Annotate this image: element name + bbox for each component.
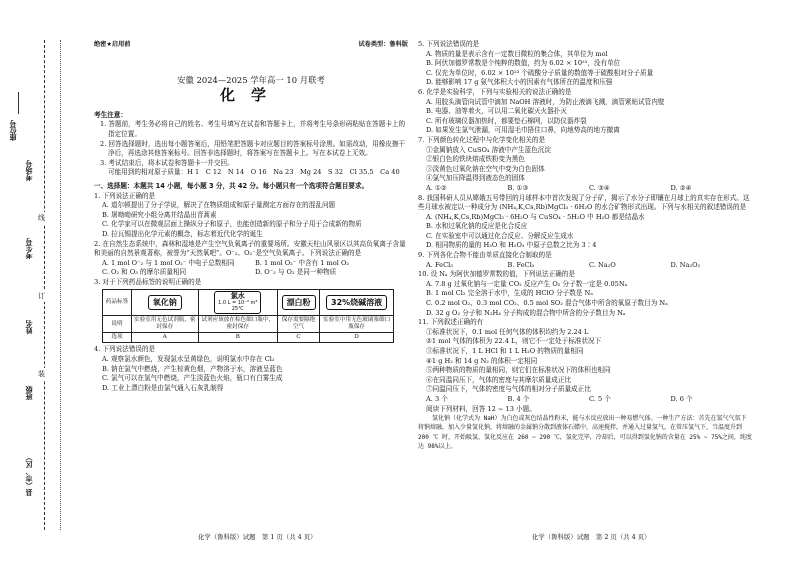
row-header: 选项 — [103, 333, 132, 343]
option-a: A. 用胶头滴管向试管中滴加 NaOH 溶液时，为防止液滴飞溅，滴管紧贴试管内壁 — [426, 97, 665, 106]
notice-item: 1. 答题前，考生务必将自己的姓名、考生号填写在试卷和答题卡上，并将考生号条形码粘贴在答题卡上的指定位置。 — [100, 120, 406, 138]
question-2 — [94, 240, 408, 278]
binding-field-room: 考场号 — [25, 160, 33, 181]
question-4 — [94, 345, 408, 393]
option-b: B. ①③ — [507, 183, 529, 192]
left-column — [94, 40, 408, 393]
option-c: C. ③④ — [589, 183, 610, 192]
binding-field-name: 姓名 — [25, 320, 33, 334]
options-row — [418, 184, 752, 194]
binding-mark-order: 订 — [38, 292, 45, 300]
question-7 — [418, 136, 752, 194]
options-row — [94, 268, 408, 278]
option-b: B. 1 mol O₂⁻ 中含有 1 mol O₂ — [255, 258, 350, 267]
option-d: D. 32 g O₂ 分子和 N₂H₄ 分子构成的混合物中所含的分子数目为 Nₐ — [426, 308, 626, 317]
table-cell — [277, 290, 319, 316]
option-a: A. (NH₄,K,Cs,Rb)MgCl₃ · 6H₂O 与 CuSO₄ · 5H₂O 中 H₂O 都是结晶水 — [426, 212, 645, 221]
question-stem: 11. 下列叙述正确的有 — [418, 318, 484, 327]
question-stem: 6. 化学是实验科学，下列与实验相关的说法正确的是 — [418, 87, 572, 96]
option-a: A. 道尔顿提出了分子学说，解决了在物质组成和原子量测定方面存在的混乱问题 — [102, 201, 336, 210]
drug-label-chlorine-water — [214, 291, 261, 314]
option-a: A. ①② — [426, 183, 447, 192]
option-b: B. 阿伏加德罗常数是个纯粹的数值，约为 6.02 × 10²³，没有单位 — [426, 59, 621, 68]
reading-passage — [418, 405, 752, 451]
list-item: ⑥在同温同压下，气体的密度与其摩尔质量成正比 — [426, 375, 572, 384]
option-b: B. 钠在氯气中燃烧，产生棕黄色烟，产物溶于水，溶液呈蓝色 — [102, 364, 283, 373]
notice-heading: 考生注意： — [94, 110, 127, 119]
table-cell: 实验室中用无色玻璃塞细口瓶保存 — [320, 316, 394, 333]
option-a: A. FeCl₃ — [426, 260, 453, 269]
option-a: A. 7.8 g 过氧化钠与一定量 CO₂ 反应产生 O₂ 分子数一定是 0.05Nₐ — [426, 279, 628, 288]
option-c: C. 0.2 mol O₂、0.3 mol CO₂、0.5 mol SO₂ 混合气体中所含的氧原子数目为 Nₐ — [426, 299, 668, 308]
option-a: A. 观察氯水颜色，发现氯水呈黄绿色，说明氯水中存在 Cl₂ — [102, 355, 275, 364]
option-c: C. 氯气可以在氢气中燃烧，产生淡蓝色火焰，瓶口有白雾生成 — [102, 374, 283, 383]
question-3 — [94, 278, 408, 344]
question-stem: 5. 下列说法错误的是 — [418, 40, 480, 48]
question-stem: 4. 下列说法错误的是 — [94, 345, 156, 354]
table-cell: 试剂应该放在棕色细口瓶中，密封保存 — [198, 316, 277, 333]
secret-label: 绝密★启用前 — [94, 41, 131, 48]
option-c: C. 5 个 — [589, 394, 611, 403]
option-c: C. 在实验室中可以通过化合反应、分解反应生成水 — [426, 231, 574, 240]
label-name: 氯水 — [230, 292, 245, 301]
table-cell: 保存需要隔绝空气 — [277, 316, 319, 333]
option-d: D. 工业上漂白粉是由氯气通入石灰乳制得 — [102, 383, 224, 392]
option-a: A. 1 mol O⁻₂ 与 1 mol O₂⁻ 中电子总数相同 — [102, 258, 235, 267]
subject-title: 化学 — [219, 86, 282, 105]
footer-right: 化学（鲁科版）试题 第 2 页（共 4 页） — [532, 533, 651, 541]
list-item: ③淡黄色过氧化钠在空气中变为白色固体 — [426, 164, 545, 173]
question-1 — [94, 192, 408, 240]
option-c: C. Na₂O — [589, 260, 616, 269]
question-stem: 2. 在自然生态系统中，森林和湿地是产生空气负氧离子的重要场所。安徽天柱山风景区以其高负氧离子含量和美丽的自然景观著称，被誉为“天然氧吧”。O⁻₂、O₂⁻是空气负氧离子。下列说法正确的是 — [94, 239, 406, 258]
binding-dotted-line — [60, 40, 61, 530]
binding-field-county: 县（市、区） — [25, 454, 33, 496]
binding-mark-line: 线 — [38, 214, 45, 222]
binding-field-seat: 座位号 — [9, 120, 17, 141]
option-b: B. FeCl₂ — [507, 260, 535, 269]
option-d: D. 6 个 — [670, 394, 693, 403]
table-cell — [320, 290, 394, 316]
option-a: A. 物质的量是表示含有一定数目微粒的集合体，其单位为 mol — [426, 49, 608, 58]
options-row — [418, 395, 752, 405]
option-b: B. 电器、油等着火，可以用二氧化碳灭火器扑灭 — [426, 107, 567, 116]
table-cell: B — [198, 333, 277, 343]
binding-field-line — [18, 92, 31, 114]
table-cell: D — [320, 333, 394, 343]
row-header: 药品标签 — [103, 290, 132, 316]
row-header: 说明 — [103, 316, 132, 333]
drug-label-table — [102, 289, 394, 343]
option-b: B. 水和过氧化钠的反应是化合反应 — [426, 222, 528, 231]
option-c: C. 仅充为单位时，6.02 × 10²³ 个硫酸分子质量的数值等于硫酸相对分子质量 — [426, 68, 654, 77]
question-5 — [418, 40, 752, 88]
list-item: ⑤两种物质的物质的量相同，则它们在标准状况下的体积也相同 — [426, 366, 611, 375]
question-8 — [418, 194, 752, 252]
option-d: D. ②④ — [670, 183, 692, 192]
drug-label-sodium-oxide: 氧化钠 — [148, 295, 182, 310]
question-stem: 8. 我国科研人员从嫦娥五号带回的月球样本中首次发现了分子矿，揭示了水分子即镶在月球上的真实存在形式。这些月球水被定以一种成分为 (NH₄,K,Cs,Rb)MgCl₃ · 6H₂O 的水合矿物形式出现。下列与水相关的叙述错误的是 — [418, 193, 750, 212]
binding-field-class: 班级 — [25, 386, 33, 400]
footer-left: 化学（鲁科版）试题 第 1 页（共 4 页） — [198, 533, 317, 541]
option-c: C. 所有玻璃仪器加热时，都要垫石棉网，以防仪器炸裂 — [426, 116, 587, 125]
question-stem: 9. 下列各化合物不能由单质直接化合制取的是 — [418, 251, 552, 260]
notice-item: 2. 回答选择题时，选出每小题答案后，用铅笔把答题卡对应题目的答案标号涂黑。如需改动，用橡皮擦干净后，再选涂其他答案标号。回答非选择题时，将答案写在答题卡上。写在本试卷上无效。 — [100, 139, 406, 158]
binding-dashed-line — [44, 40, 45, 530]
table-cell — [132, 290, 199, 316]
list-item: ①标准状况下，0.1 mol 任何气体的体积均约为 2.24 L — [426, 327, 589, 336]
list-item: ④氯气加压降温得到液态色的固体 — [426, 174, 525, 183]
option-c: C. O₂ 和 O₃ 的摩尔质量相同 — [102, 268, 187, 277]
question-stem: 1. 下列说法正确的是 — [94, 191, 156, 200]
section-title: 一、选择题：本题共 14 小题，每小题 3 分，共 42 分。每小题只有一个选项符合题目要求。 — [94, 181, 369, 190]
exam-title: 安徽 2024—2025 学年高一 10 月联考 — [177, 74, 325, 85]
options-row — [418, 261, 752, 271]
binding-field-examinee: 考生号 — [25, 238, 33, 259]
notice-item: 3. 考试结束后，将本试卷和答题卡一并交回。 — [100, 158, 234, 167]
list-item: ④1 g H₂ 和 14 g N₂ 的体积一定相同 — [426, 356, 538, 365]
binding-strip — [0, 0, 78, 561]
table-cell: C — [277, 333, 319, 343]
passage-lead: 阅读下列材料，回答 12 ~ 13 小题。 — [426, 404, 536, 413]
binding-mark-install: 装 — [38, 370, 45, 378]
option-d: D. 能够影响 17 g 氨气体积大小的因素有气体所在的温度和压强 — [426, 78, 613, 87]
table-row — [103, 333, 394, 343]
list-item: ③标准状况下，1 L HCl 和 1 L H₂O 的物质的量相同 — [426, 347, 584, 355]
label-subtext: 1.0 L = 10⁻³ m³ — [218, 300, 258, 307]
option-d: D. 如果发生氯气泄漏，可用湿毛巾捂住口鼻，向地势高的地方撤离 — [426, 126, 620, 135]
question-10 — [418, 270, 752, 318]
option-b: B. 屠呦呦研究小组分离并结晶出青蒿素 — [102, 210, 217, 219]
list-item: ⑦同温同压下，气体的密度与气体的相对分子质量成正比 — [426, 385, 591, 394]
paper-type-label: 试卷类型：鲁科版 — [358, 41, 408, 48]
question-stem: 7. 下列颜色转化过程中与化学变化相关的是 — [418, 135, 546, 144]
drug-label-bleach: 漂白粉 — [282, 295, 316, 310]
question-stem: 10. 设 Nₐ 为阿伏加德罗常数的值，下列说法正确的是 — [418, 270, 575, 279]
list-item: ②1 mol 气体的体积为 22.4 L，则它不一定处于标准状况下 — [426, 337, 602, 346]
options-row — [94, 259, 408, 269]
question-stem: 3. 对于下列药品标签的说明正确的是 — [94, 277, 202, 286]
passage-text: 氢化钠（化学式为 NaH）为白色或灰色结晶性粉末，能与水反应放出一种易燃气体。一种生产方法：首先在氢气气氛下将钠熔融，加入少量氢化钠，将熔融的金属钠分散到液体石蜡中，高速搅拌，并通入过量氢气，在常压氢气下，当温度升到 200 ℃ 时，开始吸氢，氢化反应在 260 ~ 290 ℃，氢化完毕，冷却后，可以得到氢化钠的含量在 25% ~ 75%之间，纯度达 98%以上。 — [418, 415, 752, 450]
header-row — [94, 40, 408, 50]
option-a: A. 3 个 — [426, 394, 448, 403]
atomic-masses: 可能用到的相对原子质量：H 1 C 12 N 14 O 16 Na 23 Mg 24 S 32 Cl 35.5 Ca 40 — [108, 168, 400, 177]
label-subtext: 25℃ — [231, 306, 244, 313]
option-d: D. 相同物质的量的 H₂O 和 H₂O₂ 中原子总数之比为 3∶4 — [426, 241, 597, 250]
option-d: D. O⁻₂ 与 O₂ 是同一种物质 — [255, 268, 337, 277]
option-c: C. 化学家可以在微观层面上操纵分子和原子，也能创造新的原子和分子用于合成新的物质 — [102, 220, 362, 229]
table-cell — [198, 290, 277, 316]
drug-label-caustic-soda: 32%烧碱溶液 — [326, 295, 387, 310]
right-column — [418, 40, 752, 451]
table-row — [103, 290, 394, 316]
option-b: B. 4 个 — [507, 394, 530, 403]
question-11 — [418, 318, 752, 404]
list-item: ①金属钠放入 CuSO₄ 溶液中产生蓝色沉淀 — [426, 145, 551, 154]
table-cell: 实验室用无色试剂瓶，密封保存 — [132, 316, 199, 333]
option-b: B. 1 mol Cl₂ 完全溶于水中，生成的 HClO 分子数是 Nₐ — [426, 289, 593, 298]
table-row — [103, 316, 394, 333]
question-9 — [418, 251, 752, 270]
option-d: D. Na₂O₂ — [670, 260, 701, 269]
list-item: ②银白色的铁块熔成铁粉变为黑色 — [426, 155, 525, 164]
table-cell: A — [132, 333, 199, 343]
option-d: D. 拉瓦锡提出化学元素的概念，标志着近代化学的诞生 — [102, 229, 263, 238]
question-6 — [418, 88, 752, 136]
